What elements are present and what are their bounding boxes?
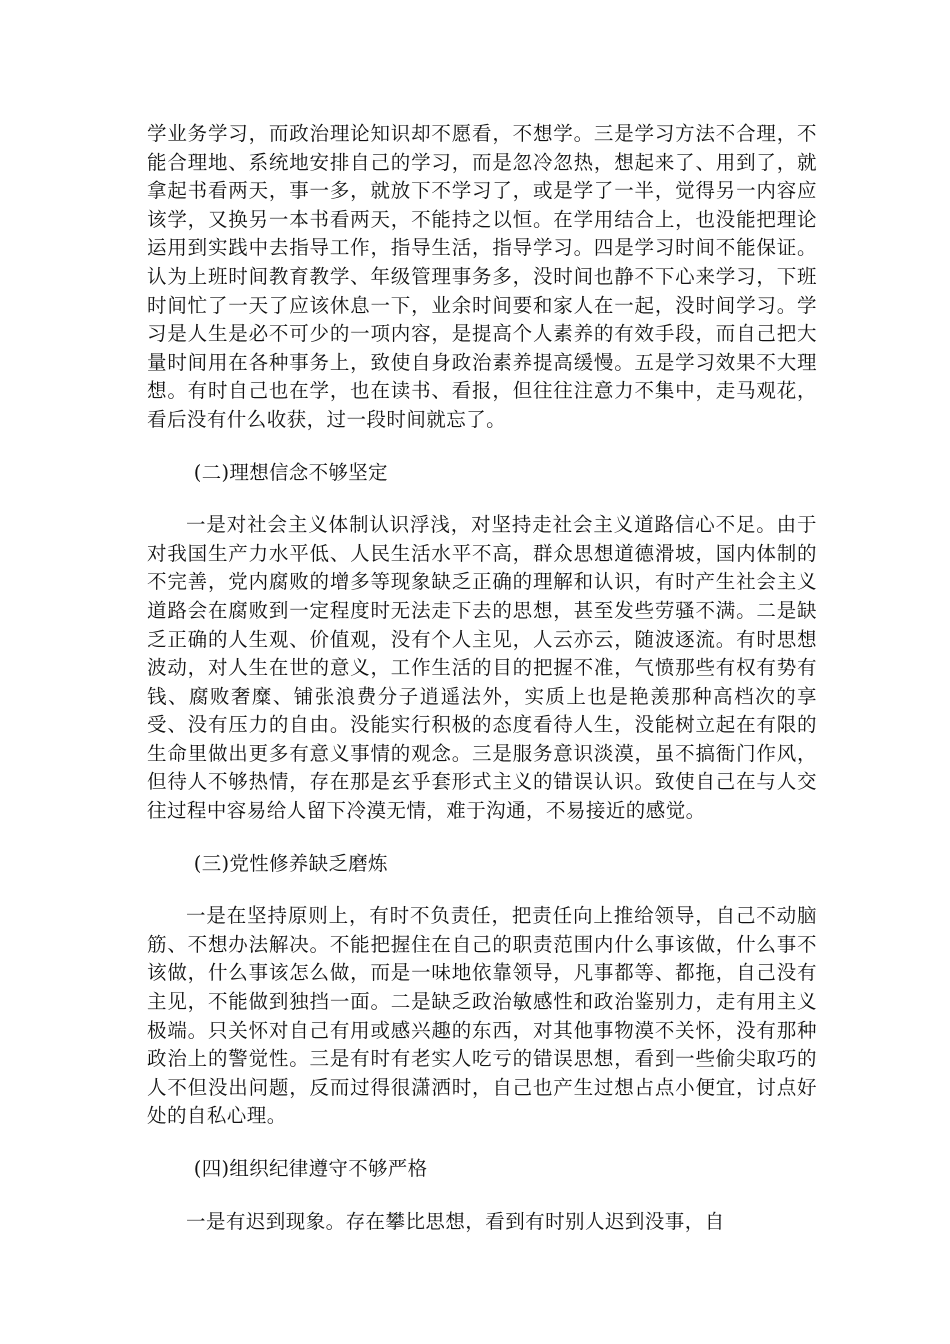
section-heading-party-spirit: (三)党性修养缺乏磨炼: [193, 851, 388, 875]
paragraph-discipline: 一是有迟到现象。存在攀比思想，看到有时别人迟到没事，自: [186, 1209, 725, 1233]
paragraph-ideals: 一是对社会主义体制认识浮浅，对坚持走社会主义道路信心不足。由于对我国生产力水平低、人民生活水平不高，群众思想道德滑坡，国内体制的不完善，党内腐败的增多等现象缺乏正确的理解和认识，有时产生社会主义道路会在腐败到一定程度时无法走下去的思想，甚至发些劳骚不满。二是缺乏正确的人生观、价值观，没有个人主见，人云亦云，随波逐流。有时思想波动，对人生在世的意义，工作生活的目的把握不准，气愤那些有权有势有钱、腐败奢糜、铺张浪费分子逍遥法外，实质上也是艳羡那种高档次的享受、没有压力的自由。没能实行积极的态度看待人生，没能树立起在有限的生命里做出更多有意义事情的观念。三是服务意识淡漠，虽不搞衙门作风，但待人不够热情，存在那是玄乎套形式主义的错误认识。致使自己在与人交往过程中容易给人留下冷漠无情，难于沟通，不易接近的感觉。: [147, 513, 817, 823]
section-heading-discipline: (四)组织纪律遵守不够严格: [193, 1157, 428, 1180]
paragraph-study-problems: 学业务学习，而政治理论知识却不愿看，不想学。三是学习方法不合理，不能合理地、系统地安排自己的学习，而是忽冷忽热，想起来了、用到了，就拿起书看两天，事一多，就放下不学习了，或是学了一半，觉得另一内容应该学，又换另一本书看两天，不能持之以恒。在学用结合上，也没能把理论运用到实践中去指导工作，指导生活，指导学习。四是学习时间不能保证。认为上班时间教育教学、年级管理事务多，没时间也静不下心来学习，下班时间忙了一天了应该休息一下，业余时间要和家人在一起，没时间学习。学习是人生是必不可少的一项内容，是提高个人素养的有效手段，而自己把大量时间用在各种事务上，致使自身政治素养提高缓慢。五是学习效果不大理想。有时自己也在学，也在读书、看报，但往往注意力不集中，走马观花，看后没有什么收获，过一段时间就忘了。: [147, 122, 817, 431]
section-heading-ideals: (二)理想信念不够坚定: [193, 460, 388, 484]
document-body: [147, 120, 817, 1236]
paragraph-party-spirit: 一是在坚持原则上，有时不负责任，把责任向上推给领导，自己不动脑筋、不想办法解决。不能把握住在自己的职责范围内什么事该做，什么事不该做，什么事该怎么做，而是一味地依靠领导，凡事都等、都拖，自己没有主见，不能做到独挡一面。二是缺乏政治敏感性和政治鉴别力，走有用主义极端。只关怀对自己有用或感兴趣的东西，对其他事物漠不关怀，没有那种政治上的警觉性。三是有时有老实人吃亏的错误思想，看到一些偷尖取巧的人不但没出问题，反而过得很潇洒时，自己也产生过想占点小便宜，讨点好处的自私心理。: [147, 904, 817, 1128]
